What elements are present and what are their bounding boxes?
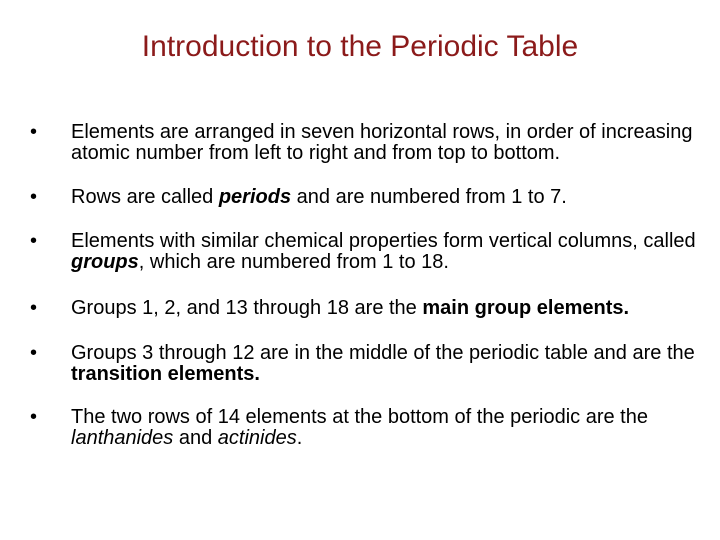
bullet-text: Rows are called [71, 186, 219, 208]
bullet-list [30, 122, 698, 449]
term-actinides: actinides [217, 427, 297, 449]
bullet-text: and are numbered from 1 to 7. [291, 186, 567, 208]
bullet-marker: • [30, 342, 38, 364]
bullet-marker: • [30, 406, 38, 428]
bullet-marker: • [30, 186, 38, 208]
term-periods: periods [218, 186, 292, 208]
bullet-item [30, 231, 698, 273]
bullet-marker: • [30, 297, 38, 319]
bullet-text: and [173, 427, 218, 449]
bullet-text: Elements are arranged in seven horizontal rows, in order of increasing atomic number from left to right and from top to bottom. [71, 121, 693, 164]
bullet-item [30, 122, 698, 164]
bullet-item [30, 343, 698, 385]
term-transition-elements: transition elements. [71, 363, 260, 385]
term-lanthanides: lanthanides [71, 427, 174, 449]
bullet-text: Groups 1, 2, and 13 through 18 are the [71, 297, 423, 319]
bullet-item [30, 407, 698, 449]
term-main-group-elements: main group elements. [422, 297, 630, 319]
bullet-text: , which are numbered from 1 to 18. [138, 251, 449, 273]
bullet-marker: • [30, 121, 38, 143]
bullet-text: . [296, 427, 303, 449]
term-groups: groups [71, 251, 139, 273]
bullet-item [30, 298, 698, 319]
slide-title: Introduction to the Periodic Table [141, 30, 579, 63]
bullet-marker: • [30, 230, 38, 252]
bullet-item [30, 187, 698, 208]
bullet-text: The two rows of 14 elements at the bottom of the periodic are the [71, 406, 648, 428]
bullet-text: Elements with similar chemical properties form vertical columns, called [71, 230, 696, 252]
bullet-text: Groups 3 through 12 are in the middle of the periodic table and are the [71, 342, 695, 364]
